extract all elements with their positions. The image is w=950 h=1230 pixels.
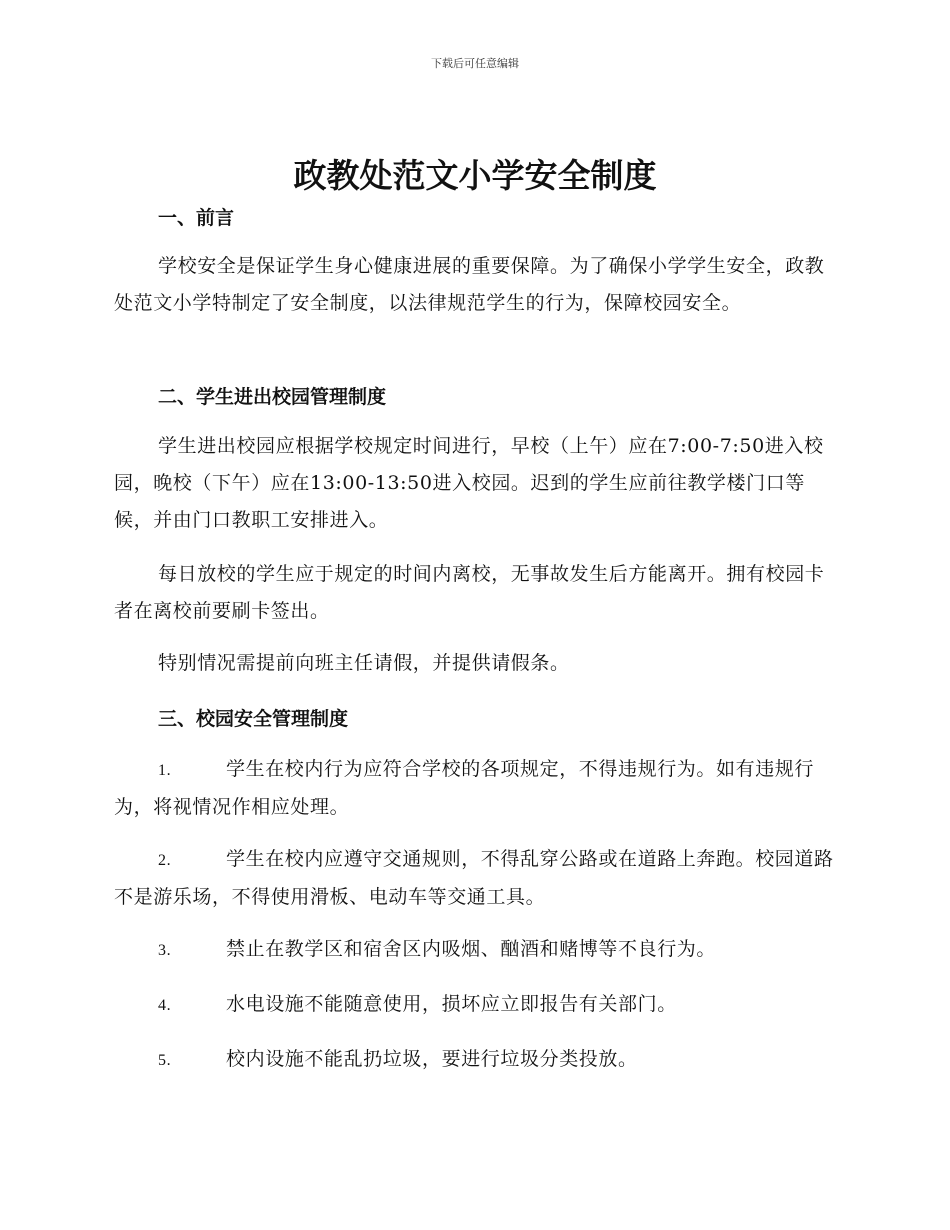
list-item — [114, 841, 834, 916]
list-item — [114, 986, 834, 1024]
list-item-text: 校内设施不能乱扔垃圾，要进行垃圾分类投放。 — [226, 1048, 638, 1070]
list-item — [114, 1041, 834, 1079]
list-item-text: 禁止在教学区和宿舍区内吸烟、酗酒和赌博等不良行为。 — [226, 938, 717, 960]
list-item-text: 学生在校内行为应符合学校的各项规定，不得违规行为。如有违规行为，将视情况作相应处理。 — [114, 758, 815, 818]
page-header-note: 下载后可任意编辑 — [431, 57, 519, 70]
list-item-number: 2. — [158, 852, 172, 869]
paragraph-dismissal: 每日放校的学生应于规定的时间内离校，无事故发生后方能离开。拥有校园卡者在离校前要刷卡签出。 — [114, 563, 825, 622]
list-item-text: 学生在校内应遵守交通规则，不得乱穿公路或在道路上奔跑。校园道路不是游乐场，不得使用滑板、电动车等交通工具。 — [114, 848, 834, 908]
section-heading-campus-safety: 三、校园安全管理制度 — [158, 708, 349, 730]
list-item-number: 4. — [158, 997, 172, 1014]
list-item-number: 3. — [158, 942, 172, 959]
paragraph-leave-request: 特别情况需提前向班主任请假，并提供请假条。 — [158, 652, 570, 674]
paragraph-preface: 学校安全是保证学生身心健康进展的重要保障。为了确保小学学生安全，政教处范文小学特制定了安全制度，以法律规范学生的行为，保障校园安全。 — [114, 255, 825, 314]
document-title: 政教处范文小学安全制度 — [293, 156, 657, 195]
list-item-text: 水电设施不能随意使用，损坏应立即报告有关部门。 — [226, 993, 677, 1015]
list-item — [114, 931, 834, 969]
section-heading-preface: 一、前言 — [158, 207, 235, 229]
list-item-number: 5. — [158, 1052, 172, 1069]
list-item — [114, 751, 834, 826]
list-item-number: 1. — [158, 762, 172, 779]
paragraph-entry-times: 学生进出校园应根据学校规定时间进行，早校（上午）应在7:00-7:50进入校园，晚校（下午）应在13:00-13:50进入校园。迟到的学生应前往教学楼门口等候，并由门口教职工安排进入。 — [114, 435, 824, 531]
section-heading-entry-exit: 二、学生进出校园管理制度 — [158, 386, 387, 408]
